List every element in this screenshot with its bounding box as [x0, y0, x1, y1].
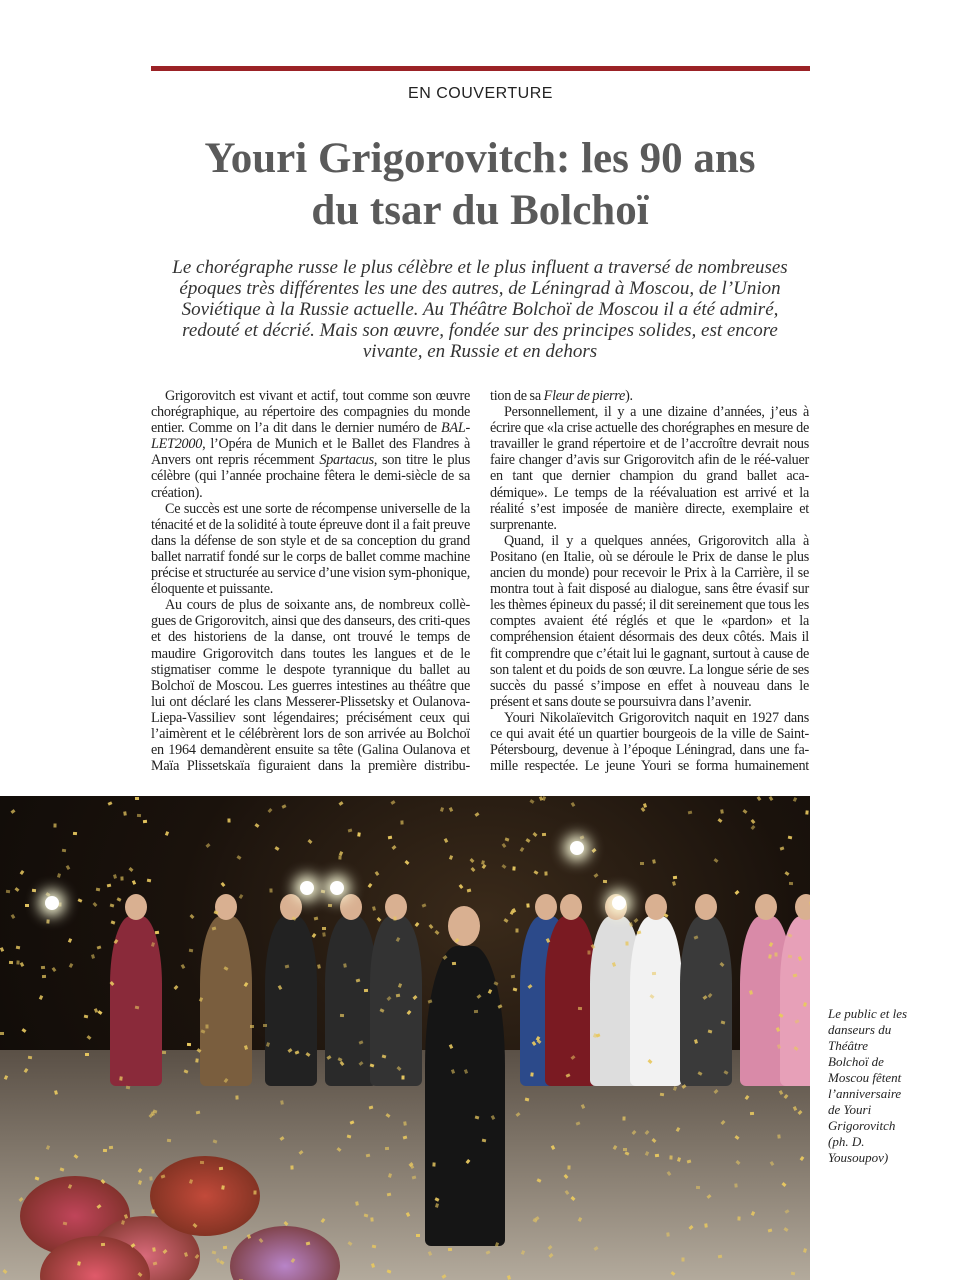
confetti — [116, 897, 121, 901]
text: , son titre le plus célèbre (qui l’année prochaine fêtera le demi-siècle de sa création). — [151, 452, 470, 501]
confetti — [321, 889, 326, 893]
confetti — [307, 839, 312, 844]
confetti — [673, 876, 677, 879]
confetti — [42, 975, 46, 978]
confetti — [501, 843, 506, 848]
confetti — [474, 813, 479, 818]
confetti — [513, 987, 518, 991]
confetti — [239, 894, 244, 899]
confetti — [54, 1090, 58, 1095]
confetti — [237, 855, 242, 860]
person-head — [560, 894, 582, 920]
person — [680, 916, 732, 1086]
confetti — [579, 836, 584, 840]
confetti — [280, 1100, 284, 1104]
confetti — [200, 1161, 204, 1164]
person-head — [280, 894, 302, 920]
confetti — [504, 918, 509, 923]
header-rule — [151, 66, 810, 71]
confetti — [46, 920, 49, 924]
paragraph: Personnellement, il y a une dizaine d’années, j’eus à écrire que «la crise actuelle des chorégraphes en mesure de travailler le grand répertoire et de l’accroître devrait nous faire changer d’avis sur Grigorovitch afin de le réé-valuer en tant que dernier champion du grand ballet aca-démique». Le temps de la réévaluation est arrivé et la réalité s’est imposée de manière directe, exemplaire et surprenante. — [490, 404, 809, 533]
confetti — [516, 929, 519, 933]
confetti — [110, 904, 115, 908]
confetti — [370, 1218, 373, 1222]
confetti — [603, 880, 607, 883]
confetti — [97, 946, 102, 950]
confetti — [687, 1159, 692, 1163]
confetti — [434, 930, 439, 935]
confetti — [206, 1025, 209, 1029]
confetti — [512, 908, 517, 913]
confetti — [113, 874, 117, 879]
confetti — [721, 810, 725, 814]
confetti — [743, 809, 748, 814]
person-head — [535, 894, 557, 920]
confetti — [402, 1075, 405, 1079]
confetti — [340, 1014, 344, 1017]
confetti — [777, 1134, 780, 1138]
confetti — [673, 882, 677, 887]
confetti — [135, 797, 139, 800]
confetti — [787, 836, 792, 840]
confetti — [482, 864, 487, 869]
confetti — [187, 1042, 191, 1045]
confetti — [227, 818, 230, 822]
confetti — [219, 1167, 223, 1170]
confetti — [357, 832, 361, 836]
confetti — [367, 883, 372, 888]
confetti — [387, 1192, 392, 1196]
stage-light — [570, 841, 584, 855]
confetti — [167, 1139, 171, 1142]
confetti — [533, 870, 538, 875]
person — [200, 916, 252, 1086]
confetti — [756, 796, 761, 801]
confetti — [174, 985, 179, 990]
confetti — [428, 924, 433, 929]
paragraph — [490, 388, 809, 404]
confetti — [123, 812, 127, 816]
paragraph — [151, 388, 470, 501]
person-head — [125, 894, 147, 920]
confetti — [542, 833, 546, 836]
confetti — [195, 1058, 198, 1062]
confetti — [54, 824, 57, 828]
confetti — [469, 858, 474, 863]
confetti — [376, 917, 381, 922]
confetti — [525, 839, 530, 844]
confetti — [737, 1216, 740, 1220]
confetti — [498, 1004, 503, 1008]
article-title — [120, 133, 840, 237]
standfirst: Le chorégraphe russe le plus célèbre et le plus influent a traversé de nombreuses époques très différentes les une des autres, de Léningrad à Moscou, de l’Union Soviétique à la Russie actuelle. Au Théâtre Bolchoï de Moscou il a été admiré, redouté et décrié. Mais son œuvre, fondée sur des principes solides, est encore vivante, en Russie et en dehors — [172, 257, 788, 362]
confetti — [774, 953, 777, 957]
confetti — [78, 898, 83, 902]
confetti — [750, 825, 755, 830]
confetti — [164, 831, 168, 836]
confetti — [290, 1165, 293, 1169]
main-figure-head — [448, 906, 480, 946]
confetti — [317, 964, 321, 969]
confetti — [405, 860, 410, 865]
confetti — [19, 870, 24, 875]
confetti — [669, 1155, 672, 1159]
confetti — [282, 804, 287, 808]
confetti — [539, 797, 543, 802]
confetti — [339, 801, 344, 806]
confetti — [432, 1162, 435, 1166]
confetti — [52, 967, 57, 972]
confetti — [339, 855, 342, 859]
confetti — [507, 1275, 511, 1280]
confetti — [149, 1176, 152, 1180]
confetti — [129, 868, 134, 873]
confetti — [414, 922, 419, 927]
confetti — [652, 859, 656, 864]
confetti — [96, 888, 100, 892]
confetti — [467, 888, 472, 892]
confetti — [343, 963, 347, 967]
confetti — [132, 880, 136, 885]
confetti — [0, 1032, 4, 1035]
confetti — [805, 810, 808, 814]
confetti — [458, 884, 463, 889]
flower-bouquet — [150, 1156, 260, 1236]
person-head — [755, 894, 777, 920]
confetti — [626, 941, 629, 945]
title-line-2: du tsar du Bolchoï — [311, 187, 649, 234]
confetti — [180, 964, 185, 969]
confetti — [390, 800, 395, 805]
confetti — [235, 1095, 238, 1099]
confetti — [6, 890, 10, 893]
confetti — [155, 930, 159, 934]
confetti — [751, 819, 756, 824]
stage-light — [612, 896, 626, 910]
confetti — [713, 858, 718, 863]
confetti — [126, 1085, 130, 1089]
section-label: EN COUVERTURE — [408, 85, 553, 102]
confetti — [422, 904, 427, 908]
confetti — [704, 1223, 708, 1227]
confetti — [25, 904, 29, 907]
confetti — [393, 917, 396, 921]
confetti — [86, 1035, 91, 1040]
confetti — [530, 1072, 533, 1076]
confetti — [481, 860, 485, 865]
person — [370, 916, 422, 1086]
confetti — [314, 916, 319, 920]
confetti — [809, 902, 810, 907]
confetti — [629, 922, 633, 927]
confetti — [634, 918, 639, 923]
confetti — [567, 1166, 570, 1170]
stage-light — [300, 881, 314, 895]
confetti — [505, 837, 510, 841]
confetti — [38, 995, 42, 1000]
confetti — [769, 796, 774, 801]
confetti — [666, 1232, 670, 1236]
confetti — [200, 1029, 205, 1033]
stage-light — [330, 881, 344, 895]
stage-photo — [0, 796, 810, 1280]
confetti — [387, 836, 391, 840]
confetti — [593, 873, 598, 878]
paragraph: Quand, il y a quelques années, Grigorovitch alla à Positano (en Italie, où se déroule le Prix de danse le plus ancien du monde) pour recevoir le Prix à la Carrière, il se montra tout à fait disposé au dialogue, sans être évasif sur les thèmes épineux du passé; il dit sereinement que tous les comptes avaient été réglés et que le «pardon» et la compréhension étaient désormais des deux côtés. Mais il fit comprendre que c’était lui le gagnant, surtout à cause de son talent et du poids de son œuvre. La longue série de ses succès du passé s’impose en effet à nouveau dans le présent et sans doute se poursuivra dans l’avenir. — [490, 532, 809, 710]
confetti — [365, 1153, 370, 1157]
paragraph: Ce succès est une sorte de récompense universelle de la ténacité et de la solidité à toute épreuve dont il a fait preuve dans la défense de son style et de sa conception du grand ballet narratif fondé sur le corps de ballet comme machine précise et structurée au service d’une vision sym-phonique, éloquente et puissante. — [151, 500, 470, 598]
confetti — [655, 1154, 659, 1158]
confetti — [789, 882, 793, 885]
confetti — [392, 845, 397, 850]
confetti — [520, 847, 525, 852]
confetti — [449, 855, 453, 860]
text: Grigorovitch est vivant et actif, tout comme son œuvre chorégraphique, au répertoire des compagnies du monde entier. Comme on l’a dit dans le dernier numéro de — [151, 388, 470, 437]
text: ). — [625, 388, 633, 404]
confetti — [364, 989, 368, 992]
confetti — [20, 962, 25, 967]
confetti — [160, 1174, 165, 1178]
paragraph: Au cours de plus de soixante ans, de nombreux collè-gues de Grigorovitch, ainsi que des danseurs, des criti-ques et des historiens de la danse, ont trouvé le temps de maudire Grigorovitch dans toutes les langues et de le stigmatiser comme le despote tyrannique du ballet au Bolchoï de Moscou. Les guerres intestines au théâtre que lui ont déclaré les clans Messerer-Plissetsky et Oulanova-Liepa-Vassiliev sont légendaires; précisément ceux qui l’aimèrent et le célébrèrent lors de son arrivée au Bolchoï en 1964 demandèrent ensuite sa tête (Galina Oulanova et Maïa Plissetskaïa figuraient dans la première distribu- — [151, 597, 470, 775]
confetti — [372, 906, 376, 911]
confetti — [143, 820, 147, 823]
confetti — [622, 1116, 625, 1120]
confetti — [570, 802, 575, 807]
confetti — [513, 866, 516, 870]
confetti — [107, 883, 112, 887]
confetti — [403, 1121, 407, 1125]
confetti — [664, 913, 669, 917]
confetti — [717, 818, 722, 823]
confetti — [253, 1191, 256, 1195]
confetti — [69, 963, 74, 968]
confetti — [16, 960, 19, 964]
confetti — [121, 876, 124, 880]
confetti — [190, 914, 195, 919]
body-column-right — [490, 388, 809, 774]
confetti — [14, 887, 19, 892]
confetti — [11, 810, 16, 815]
confetti — [449, 807, 453, 812]
confetti — [11, 914, 16, 919]
confetti — [718, 1254, 722, 1258]
confetti — [681, 1257, 684, 1261]
confetti — [750, 1112, 754, 1115]
confetti — [9, 961, 13, 964]
confetti — [385, 1147, 389, 1150]
confetti — [734, 1183, 737, 1187]
confetti — [322, 933, 326, 937]
ballet-title: Fleur de pierre — [543, 388, 626, 404]
text: tion de sa — [490, 388, 544, 404]
confetti — [530, 799, 535, 804]
person — [630, 916, 682, 1086]
confetti — [688, 811, 693, 815]
confetti — [91, 954, 95, 959]
confetti — [41, 966, 45, 969]
confetti — [470, 867, 475, 872]
confetti — [250, 1025, 254, 1028]
person-head — [795, 894, 810, 920]
confetti — [439, 807, 443, 812]
confetti — [83, 1015, 88, 1019]
confetti — [220, 882, 225, 887]
confetti — [67, 938, 71, 943]
confetti — [328, 904, 332, 907]
confetti — [793, 798, 797, 803]
confetti — [356, 978, 361, 982]
confetti — [735, 891, 740, 896]
confetti — [57, 873, 61, 878]
person-head — [695, 894, 717, 920]
confetti — [588, 950, 591, 954]
confetti — [348, 828, 353, 832]
confetti — [275, 846, 280, 851]
confetti — [66, 865, 71, 870]
stage-light — [45, 896, 59, 910]
confetti — [474, 1009, 478, 1012]
confetti — [527, 903, 530, 907]
confetti — [85, 1053, 89, 1056]
confetti — [501, 864, 506, 869]
person-head — [340, 894, 362, 920]
photo-caption: Le public et les danseurs du Théâtre Bolchoï de Moscou fêtent l’anniversaire de Youri Grigorovitch (ph. D. Yousoupov) — [828, 1006, 908, 1165]
confetti — [475, 1115, 480, 1119]
confetti — [623, 1148, 627, 1151]
confetti — [111, 920, 116, 924]
body-column-left — [151, 388, 470, 774]
ballet-title: Spartacus — [319, 452, 374, 469]
confetti — [255, 823, 260, 828]
confetti — [62, 849, 66, 853]
confetti — [93, 1008, 97, 1013]
confetti — [31, 889, 35, 892]
confetti — [312, 933, 317, 938]
confetti — [640, 862, 644, 865]
confetti — [322, 927, 326, 930]
paragraph: Youri Nikolaïevitch Grigorovitch naquit en 1927 dans ce qui avait été un quartier bourgeois de la ville de Saint-Pétersbourg, devenue à l’époque Léningrad, dans une fa-mille respectée. Le jeune Youri se forma humainement — [490, 709, 809, 775]
confetti — [267, 808, 272, 813]
confetti — [263, 1024, 267, 1027]
confetti — [416, 1234, 420, 1237]
confetti — [269, 888, 272, 892]
confetti — [510, 975, 514, 979]
confetti — [101, 1242, 105, 1245]
confetti — [103, 1148, 107, 1151]
confetti — [448, 1248, 452, 1251]
confetti — [147, 878, 151, 882]
confetti — [401, 821, 404, 825]
confetti — [642, 803, 646, 808]
person — [265, 916, 317, 1086]
confetti — [532, 832, 537, 837]
confetti — [93, 902, 98, 907]
confetti — [108, 801, 113, 805]
confetti — [205, 843, 210, 848]
person — [780, 916, 810, 1086]
confetti — [591, 848, 596, 853]
confetti — [189, 948, 193, 952]
confetti — [784, 871, 789, 876]
confetti — [411, 1175, 416, 1179]
confetti — [779, 846, 784, 850]
confetti — [677, 1157, 681, 1162]
confetti — [374, 871, 379, 876]
confetti — [137, 814, 141, 817]
confetti — [545, 872, 548, 876]
confetti — [444, 838, 449, 843]
confetti — [15, 946, 19, 950]
confetti — [21, 1028, 26, 1033]
confetti — [0, 947, 4, 952]
confetti — [73, 832, 77, 835]
confetti — [119, 1077, 123, 1081]
magazine-name: BAL-LET2000 — [151, 420, 470, 453]
confetti — [152, 1210, 155, 1214]
confetti — [452, 962, 456, 965]
confetti — [266, 1042, 270, 1047]
person-head — [215, 894, 237, 920]
text: , l’Opéra de Munich et le Ballet des Flandres à Anvers ont repris récemment — [151, 436, 470, 469]
title-line-1: Youri Grigorovitch: les 90 ans — [204, 135, 756, 182]
